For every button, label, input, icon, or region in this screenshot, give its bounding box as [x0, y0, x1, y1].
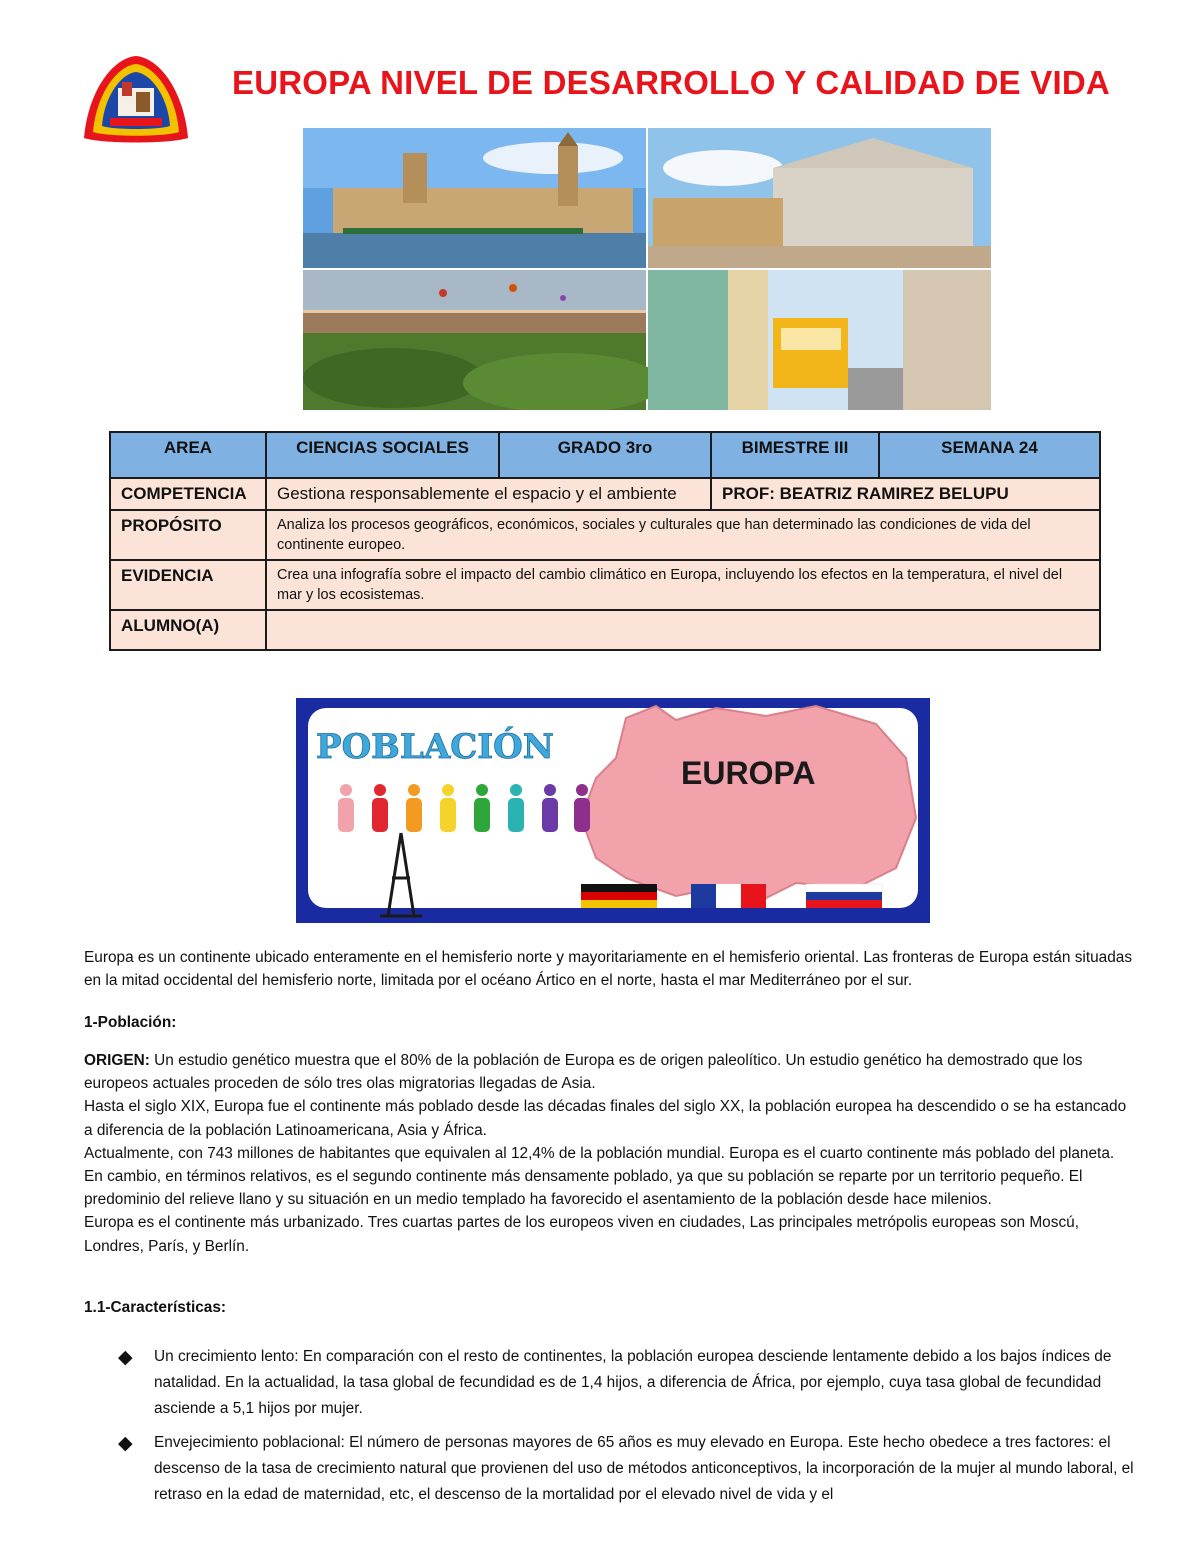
intro-paragraph — [84, 946, 1134, 992]
info-table-header — [110, 432, 1100, 478]
paragraph-history: Hasta el siglo XIX, Europa fue el continente más poblado desde las décadas finales del siglo XX, la población europea ha descendido o se ha estancado a diferencia de la población Latinoamericana, Asia y África. — [84, 1098, 1127, 1139]
paragraph-urban: Europa es el continente más urbanizado. Tres cuartas partes de los europeos viven en ciudades, Las principales metrópolis europeas son Moscú, Londres, París, y Berlín. — [84, 1214, 1079, 1255]
population-banner — [296, 698, 930, 923]
diamond-bullet-icon: ◆ — [118, 1347, 133, 1368]
teacher-name: PROF: BEATRIZ RAMIREZ BELUPU — [711, 478, 1100, 510]
info-table — [109, 431, 1101, 651]
russia-flag-icon — [806, 884, 882, 908]
origen-text: Un estudio genético muestra que el 80% de la población de Europa es de origen paleolítico. Un estudio genético ha demostrado que los europeos actuales proceden de sólo tres olas migratorias llegadas de Asia. — [84, 1052, 1083, 1093]
evidencia-value: Crea una infografía sobre el impacto del cambio climático en Europa, incluyendo los efectos en la temperatura, el nivel del mar y los ecosistemas. — [266, 560, 1100, 610]
europe-map-icon — [581, 706, 916, 898]
grade-header: GRADO 3ro — [499, 432, 711, 478]
term-header: BIMESTRE III — [711, 432, 879, 478]
banner-word-europa: EUROPA — [681, 755, 816, 791]
section-poblacion-heading: 1-Población: — [84, 1014, 177, 1031]
proposito-label: PROPÓSITO — [110, 510, 266, 560]
page-title: EUROPA NIVEL DE DESARROLLO Y CALIDAD DE VIDA — [232, 64, 1110, 101]
week-header: SEMANA 24 — [879, 432, 1100, 478]
section-caracteristicas-heading: 1.1-Características: — [84, 1299, 227, 1316]
competencia-row — [110, 478, 1100, 510]
origen-label: ORIGEN: — [84, 1052, 150, 1069]
school-crest-icon — [80, 52, 192, 152]
photo-london — [303, 128, 646, 268]
area-header: AREA — [110, 432, 266, 478]
competencia-value: Gestiona responsablemente el espacio y el ambiente — [266, 478, 711, 510]
alumno-field[interactable] — [266, 610, 1100, 650]
alumno-label: ALUMNO(A) — [110, 610, 266, 650]
photo-balloons — [303, 270, 663, 410]
origen-block — [84, 1049, 1134, 1258]
paragraph-population: Actualmente, con 743 millones de habitantes que equivalen al 12,4% de la población mundial. Europa es el cuarto continente más poblado del planeta. En cambio, en términos relativos, es el segundo continente más densamente poblado, ya que su población se reparte por un territorio pequeño. El predominio del relieve llano y su situación en un medio templado ha favorecido el asentamiento de la población desde hace milenios. — [84, 1144, 1115, 1209]
city-photo-collage — [303, 128, 991, 410]
evidencia-label: EVIDENCIA — [110, 560, 266, 610]
evidencia-row — [110, 560, 1100, 610]
alumno-row — [110, 610, 1100, 650]
germany-flag-icon — [581, 884, 657, 908]
competencia-label: COMPETENCIA — [110, 478, 266, 510]
photo-lisbon — [648, 270, 991, 410]
france-flag-icon — [691, 884, 766, 908]
proposito-value: Analiza los procesos geográficos, económicos, sociales y culturales que han determinado las condiciones de vida del continente europeo. — [266, 510, 1100, 560]
bullet-text: Un crecimiento lento: En comparación con el resto de continentes, la población europea desciende lentamente debido a los bajos índices de natalidad. En la actualidad, la tasa global de fecundidad es de 1,4 hijos, a diferencia de África, por ejemplo, cuya tasa global de fecundidad asciende a 5,1 hijos por mujer. — [154, 1348, 1112, 1417]
intro-text: Europa es un continente ubicado enteramente en el hemisferio norte y mayoritariamente en el hemisferio oriental. Las fronteras de Europa están situadas en la mitad occidental del hemisferio norte, limitada por el océano Ártico en el norte, hasta el mar Mediterráneo por el sur. — [84, 949, 1133, 990]
photo-milan — [648, 128, 991, 268]
proposito-row — [110, 510, 1100, 560]
diamond-bullet-icon: ◆ — [118, 1433, 133, 1454]
bullet-text: Envejecimiento poblacional: El número de personas mayores de 65 años es muy elevado en Europa. Este hecho obedece a tres factores: el descenso de la tasa de crecimiento natural que provienen del uso de métodos anticonceptivos, la incorporación de la mujer al mundo laboral, el retraso en la edad de maternidad, etc, el descenso de la mortalidad por el elevado nivel de vida y el — [154, 1434, 1134, 1503]
banner-word-poblacion: POBLACIÓN — [316, 727, 554, 767]
subject-header: CIENCIAS SOCIALES — [266, 432, 499, 478]
